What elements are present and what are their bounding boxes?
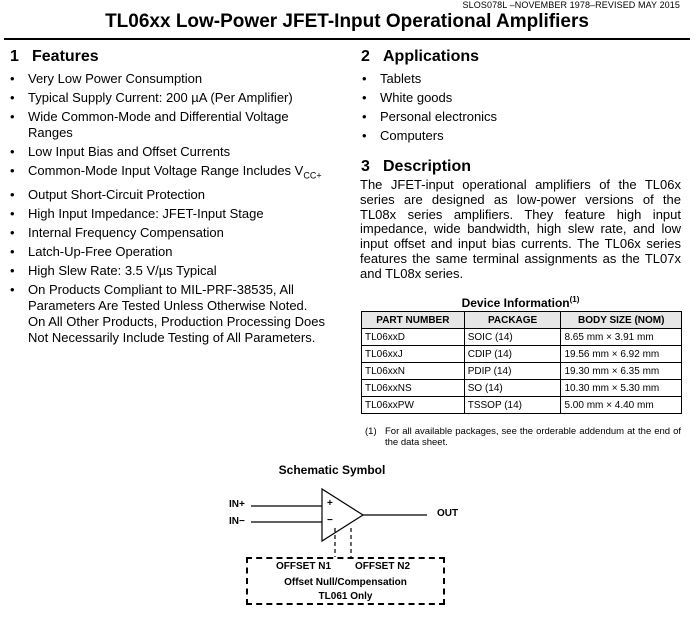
table-cell: TL06xxN [362, 363, 465, 380]
table-cell: 10.30 mm × 5.30 mm [561, 380, 682, 397]
device-info-caption: Device Information$^{(1)}$ [461, 295, 580, 310]
table-cell: TL06xxJ [362, 346, 465, 363]
features-heading: 1 Features [10, 48, 99, 65]
table-cell: TL06xxD [362, 329, 465, 346]
offset-caption: Offset Null/Compensation [284, 577, 407, 588]
table-header: PACKAGE [464, 312, 561, 329]
tl061-only-note: TL061 Only [318, 591, 373, 602]
table-cell: 19.30 mm × 6.35 mm [561, 363, 682, 380]
application-item: • Computers [360, 128, 680, 144]
in-minus-label: IN− [229, 516, 245, 527]
feature-item: • On Products Compliant to MIL-PRF-38535, All Parameters Are Tested Unless Otherwise Noted. On All Other Products, Production Processing Does Not Necessarily Include Testing of All Parameters. [8, 282, 328, 346]
feature-item: • Very Low Power Consumption [8, 71, 328, 87]
page-title: TL06xx Low-Power JFET-Input Operational Amplifiers [105, 11, 589, 32]
in-plus-label: IN+ [229, 499, 245, 510]
table-cell: PDIP (14) [464, 363, 561, 380]
table-cell: 19.56 mm × 6.92 mm [561, 346, 682, 363]
table-footnote: (1) For all available packages, see the orderable addendum at the end of the data sheet. [365, 426, 681, 448]
feature-item: • Typical Supply Current: 200 µA (Per Amplifier) [8, 90, 328, 106]
offset-n1-label: OFFSET N1 [276, 561, 332, 572]
feature-item: • Internal Frequency Compensation [8, 225, 328, 241]
application-item: • White goods [360, 90, 680, 106]
description-heading: 3 Description [361, 158, 472, 175]
description-text: The JFET-input operational amplifiers of the TL06x series are designed as low-power versions of the TL08x series amplifiers. They feature high input impedance, wide bandwidth, high slew rate, and low input offset and input bias currents. The TL06x series features the same terminal assignments as the TL07x and TL08x series. [360, 177, 681, 281]
feature-item: • Common-Mode Input Voltage Range Includes $V_{CC+}$ [8, 163, 328, 184]
plus-sign: + [327, 498, 333, 509]
feature-item: • Wide Common-Mode and Differential Voltage Ranges [8, 109, 328, 141]
minus-sign: − [327, 515, 333, 526]
feature-item: • Low Input Bias and Offset Currents [8, 144, 328, 160]
applications-heading: 2 Applications [361, 48, 480, 65]
table-cell: TSSOP (14) [464, 397, 561, 414]
out-label: OUT [437, 508, 459, 519]
table-header: PART NUMBER [362, 312, 465, 329]
table-cell: TL06xxPW [362, 397, 465, 414]
feature-item: • High Slew Rate: 3.5 V/µs Typical [8, 263, 328, 279]
table-cell: SOIC (14) [464, 329, 561, 346]
table-cell: SO (14) [464, 380, 561, 397]
offset-n2-label: OFFSET N2 [355, 561, 411, 572]
table-cell: 8.65 mm × 3.91 mm [561, 329, 682, 346]
table-cell: 5.00 mm × 4.40 mm [561, 397, 682, 414]
feature-item: • Output Short-Circuit Protection [8, 187, 328, 203]
table-cell: TL06xxNS [362, 380, 465, 397]
feature-item: • High Input Impedance: JFET-Input Stage [8, 206, 328, 222]
table-header: BODY SIZE (NOM) [561, 312, 682, 329]
application-item: • Personal electronics [360, 109, 680, 125]
document-id: SLOS078L –NOVEMBER 1978–REVISED MAY 2015 [462, 0, 680, 10]
application-item: • Tablets [360, 71, 680, 87]
schematic-title: Schematic Symbol [278, 463, 386, 477]
feature-item: • Latch-Up-Free Operation [8, 244, 328, 260]
table-cell: CDIP (14) [464, 346, 561, 363]
